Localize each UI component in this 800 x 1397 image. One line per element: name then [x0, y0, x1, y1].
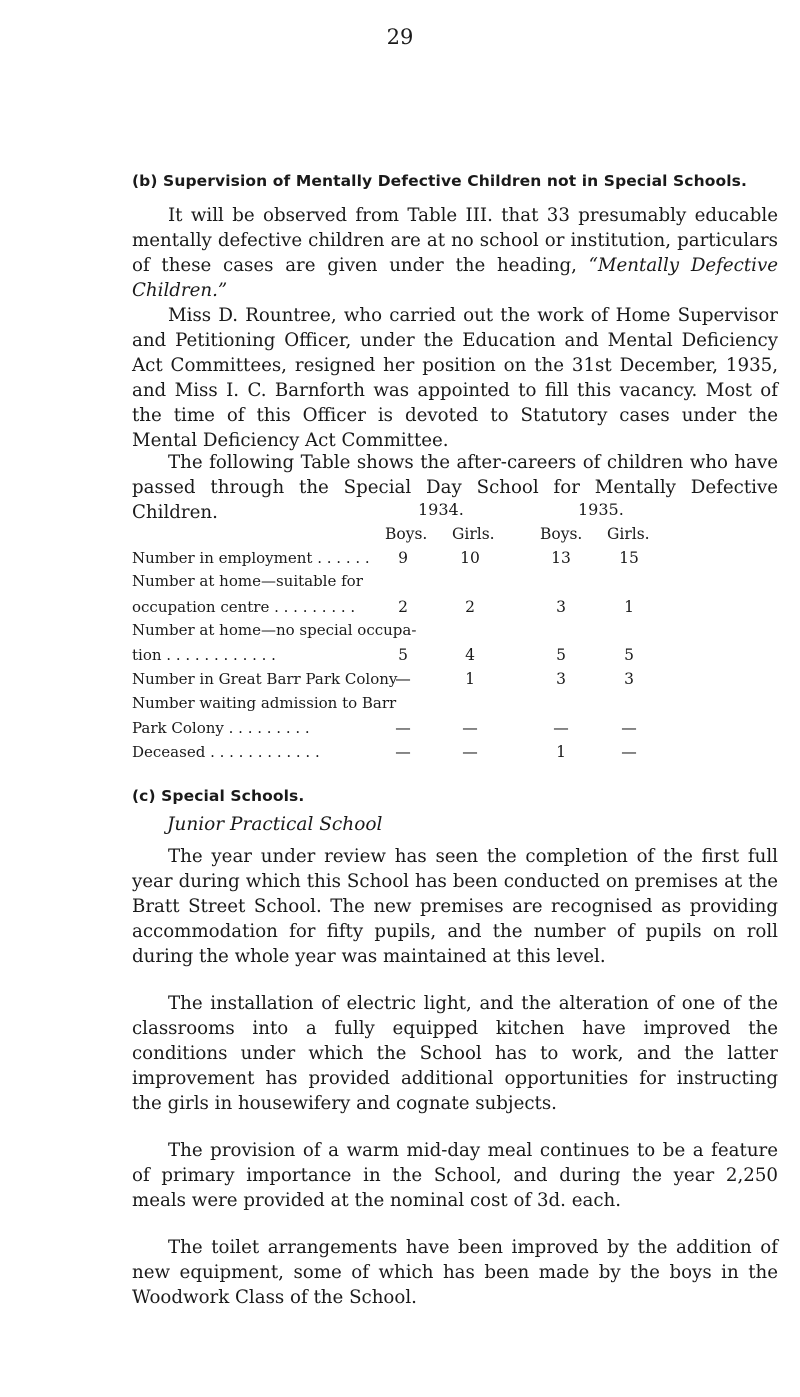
table-cell: 3	[556, 670, 566, 688]
table-cell: —	[395, 743, 411, 761]
col-1935-boys: Boys.	[540, 525, 583, 543]
table-cell: 5	[556, 646, 566, 664]
table-cell: —	[621, 743, 637, 761]
col-1934-girls: Girls.	[452, 525, 495, 543]
year-1934-header: 1934.	[418, 500, 464, 519]
table-cell: 2	[398, 598, 408, 616]
year-1935-header: 1935.	[578, 500, 624, 519]
table-cell: 9	[398, 549, 408, 567]
section-b-paragraph-2-text: Miss D. Rountree, who carried out the work of Home Supervisor and Petitioning Officer, under the Education and Mental Deficiency Act Committees, resigned her position on the 31st December, 1935, and Miss I. C. Barnforth was appointed to fill this vacancy. Most of the time of this Officer is devoted to Statutory cases under the Mental Deficiency Act Committee.	[132, 305, 778, 451]
page-number: 29	[386, 25, 414, 49]
section-b-heading: (b) Supervision of Mentally Defective Children not in Special Schools.	[132, 172, 747, 190]
table-row-label: Number waiting admission to Barr	[132, 694, 397, 712]
section-c-paragraph-2	[132, 991, 778, 1116]
section-b-paragraph-1	[132, 203, 778, 303]
table-cell: —	[462, 743, 478, 761]
section-c-paragraph-3-text: The provision of a warm mid-day meal continues to be a feature of primary importance in the School, and during the year 2,250 meals were provided at the nominal cost of 3d. each.	[132, 1140, 778, 1211]
table-cell: 1	[465, 670, 475, 688]
table-row-label: Deceased . . . . . . . . . . . .	[132, 743, 320, 761]
table-cell: —	[553, 719, 569, 737]
section-c-paragraph-1	[132, 844, 778, 969]
table-row-label: Park Colony . . . . . . . . .	[132, 719, 310, 737]
table-cell: —	[395, 670, 411, 688]
table-cell: 13	[551, 549, 571, 567]
table-row-label: occupation centre . . . . . . . . .	[132, 598, 356, 616]
table-cell: —	[462, 719, 478, 737]
section-b-paragraph-2	[132, 303, 778, 453]
section-b-paragraph-1-italic: “Mentally Defective Children.”	[132, 255, 779, 301]
col-1935-girls: Girls.	[607, 525, 650, 543]
table-row-label: tion . . . . . . . . . . . .	[132, 646, 276, 664]
table-cell: 15	[619, 549, 639, 567]
table-row-label: Number at home—no special occupa-	[132, 621, 417, 639]
section-c-paragraph-4-text: The toilet arrangements have been improved by the addition of new equipment, some of which has been made by the boys in the Woodwork Class of the School.	[132, 1237, 778, 1308]
table-row-label: Number in Great Barr Park Colony	[132, 670, 398, 688]
table-cell: 3	[624, 670, 634, 688]
junior-practical-school-heading: Junior Practical School	[167, 814, 383, 835]
section-b-paragraph-1-text: It will be observed from Table III. that 33 presumably educable mentally defective children are at no school or institution, particulars of these cases are given under the heading,	[132, 205, 778, 276]
table-cell: 5	[398, 646, 408, 664]
table-cell: —	[395, 719, 411, 737]
col-1934-boys: Boys.	[385, 525, 428, 543]
table-cell: —	[621, 719, 637, 737]
table-cell: 3	[556, 598, 566, 616]
section-c-paragraph-4	[132, 1235, 778, 1310]
table-row-label: Number at home—suitable for	[132, 572, 363, 590]
section-c-paragraph-2-text: The installation of electric light, and the alteration of one of the classrooms into a fully equipped kitchen have improved the conditions under which the School has to work, and the latter improvement has provided additional opportunities for instructing the girls in housewifery and cognate subjects.	[132, 993, 778, 1114]
section-c-heading: (c) Special Schools.	[132, 787, 305, 805]
section-c-paragraph-3	[132, 1138, 778, 1213]
section-b-paragraph-3-text: The following Table shows the after-careers of children who have passed through the Special Day School for Mentally Defective Children.	[132, 452, 778, 523]
table-cell: 2	[465, 598, 475, 616]
table-cell: 5	[624, 646, 634, 664]
table-cell: 1	[624, 598, 634, 616]
table-cell: 1	[556, 743, 566, 761]
section-c-paragraph-1-text: The year under review has seen the completion of the first full year during which this School has been conducted on premises at the Bratt Street School. The new premises are recognised as providing accommodation for fifty pupils, and the number of pupils on roll during the whole year was maintained at this level.	[132, 846, 778, 967]
table-cell: 10	[460, 549, 480, 567]
table-row-label: Number in employment . . . . . .	[132, 549, 370, 567]
table-cell: 4	[465, 646, 475, 664]
